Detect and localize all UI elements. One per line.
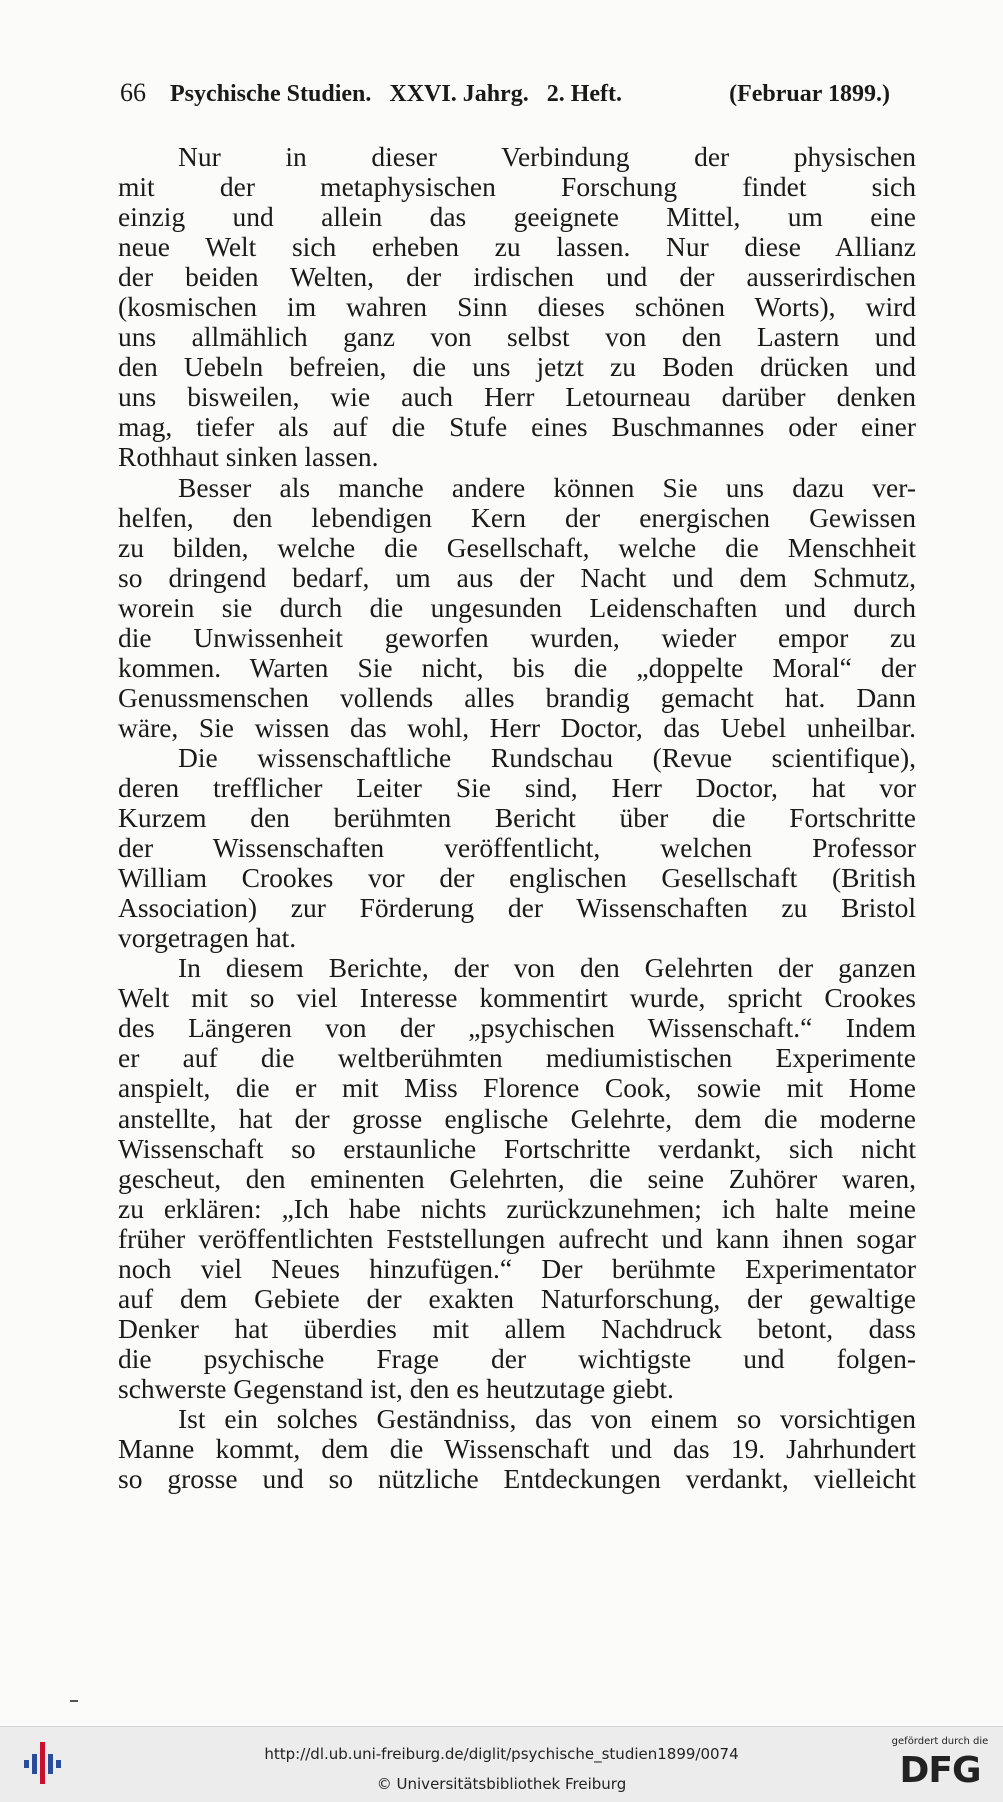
issue-date: (Februar 1899.) [729,81,890,107]
text-line: Rothhaut sinken lassen. [118,442,379,473]
issue-label: 2. Heft. [546,81,623,107]
text-line: wäre, Sie wissen das wohl, Herr Doctor, das Uebel unheilbar. [118,712,916,743]
text-line: uns bisweilen, wie auch Herr Letourneau darüber denken [118,382,916,413]
page-number: 66 [120,78,146,107]
text-line: gescheut, den eminenten Gelehrten, die seine Zuhörer waren, [118,1163,916,1194]
document-url-link[interactable]: http://dl.ub.uni-freiburg.de/diglit/psychische_studien1899/0074 [264,1745,739,1763]
text-line: Denker hat überdies mit allem Nachdruck betont, dass [118,1313,916,1344]
margin-mark [70,1700,78,1702]
text-line: noch viel Neues hinzufügen.“ Der berühmte Experimentator [118,1253,916,1284]
text-line: In diesem Berichte, der von den Gelehrten der ganzen [178,953,916,984]
volume-label: XXVI. Jahrg. [389,81,529,107]
text-line: Genussmenschen vollends alles brandig gemacht hat. Dann [118,682,916,713]
text-line: so dringend bedarf, um aus der Nacht und dem Schmutz, [118,562,916,593]
text-line: des Längeren von der „psychischen Wissenschaft.“ Indem [118,1013,916,1044]
text-line: anstellte, hat der grosse englische Gelehrte, dem die moderne [118,1103,916,1134]
text-line: William Crookes vor der englischen Gesellschaft (British [118,863,916,894]
text-line: mag, tiefer als auf die Stufe eines Buschmannes oder einer [118,412,916,443]
dfg-logo: DFG [899,1750,981,1791]
text-line: er auf die weltberühmten mediumistischen Experimente [118,1043,916,1074]
text-line: die psychische Frage der wichtigste und folgen- [118,1343,916,1374]
dfg-tagline: gefördert durch die [891,1736,989,1747]
text-line: der beiden Welten, der irdischen und der ausserirdischen [118,262,916,293]
text-line: uns allmählich ganz von selbst von den Lastern und [118,322,916,353]
text-line: Besser als manche andere können Sie uns dazu ver- [178,472,916,503]
text-line: neue Welt sich erheben zu lassen. Nur diese Allianz [118,232,916,263]
text-line: Kurzem den berühmten Bericht über die Fortschritte [118,803,916,834]
running-head [120,78,890,114]
text-line: Nur in dieser Verbindung der physischen [178,142,916,172]
text-line: auf dem Gebiete der exakten Naturforschung, der gewaltige [118,1283,916,1314]
text-line: deren trefflicher Leiter Sie sind, Herr Doctor, hat vor [118,772,916,803]
text-line: so grosse und so nützliche Entdeckungen verdankt, vielleicht [118,1464,916,1495]
text-line: der Wissenschaften veröffentlicht, welchen Professor [118,833,916,864]
text-line: früher veröffentlichten Feststellungen aufrecht und kann ihnen sogar [118,1223,916,1254]
text-line: anspielt, die er mit Miss Florence Cook, sowie mit Home [118,1073,916,1104]
copyright-notice: © Universitätsbibliothek Freiburg [376,1775,627,1793]
text-line: (kosmischen im wahren Sinn dieses schönen Worts), wird [118,292,916,323]
text-line: vorgetragen hat. [118,923,297,954]
journal-title: Psychische Studien. [170,81,372,107]
text-line: Ist ein solches Geständniss, das von einem so vorsichtigen [178,1403,916,1434]
text-line: Wissenschaft so erstaunliche Fortschritte verdankt, sich nicht [118,1133,916,1164]
text-line: schwerste Gegenstand ist, den es heutzutage giebt. [118,1373,674,1404]
body-text [118,142,916,1494]
text-line: den Uebeln befreien, die uns jetzt zu Boden drücken und [118,352,916,383]
text-line: die Unwissenheit geworfen wurden, wieder empor zu [118,622,916,653]
text-line: Die wissenschaftliche Rundschau (Revue scientifique), [178,742,916,773]
text-line: zu bilden, welche die Gesellschaft, welche die Menschheit [118,532,916,563]
text-line: worein sie durch die ungesunden Leidenschaften und durch [118,592,916,623]
text-line: Manne kommt, dem die Wissenschaft und das 19. Jahrhundert [118,1434,916,1465]
text-line: Association) zur Förderung der Wissenschaften zu Bristol [118,893,916,924]
text-line: Welt mit so viel Interesse kommentirt wurde, spricht Crookes [118,983,916,1014]
text-line: mit der metaphysischen Forschung findet sich [118,172,916,203]
text-line: helfen, den lebendigen Kern der energischen Gewissen [118,502,916,533]
text-line: einzig und allein das geeignete Mittel, um eine [118,202,916,233]
text-line: kommen. Warten Sie nicht, bis die „doppelte Moral“ der [118,652,916,683]
text-line: zu erklären: „Ich habe nichts zurückzunehmen; ich halte meine [118,1193,916,1224]
